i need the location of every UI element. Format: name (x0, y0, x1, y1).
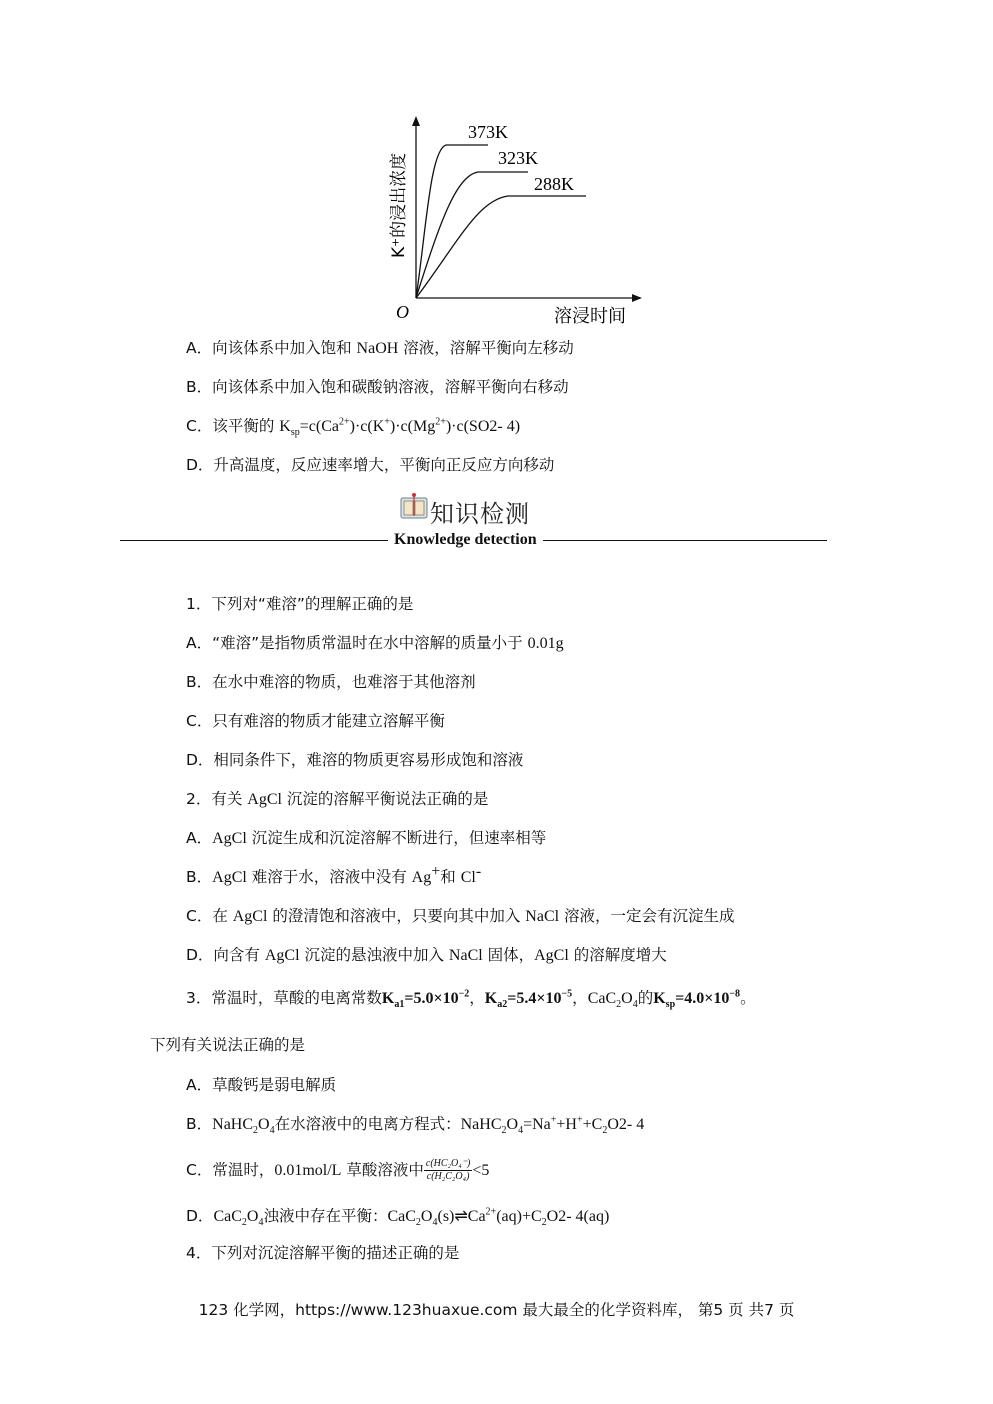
book-icon (400, 492, 428, 522)
prev-option-c-prefix: C．该平衡的 (186, 417, 280, 435)
q4-stem: 4．下列对沉淀溶解平衡的描述正确的是 (186, 1244, 460, 1262)
x-axis-label: 溶浸时间 (554, 306, 626, 327)
origin-label: O (396, 302, 409, 322)
q3-stem: 3．常温时，草酸的电离常数$K_{a1}=5.0\times 10^{-2}$，$K_{a2}=5.4\times 10^{-5}$，$CaC_2O_4$的$K_{sp}=4.0\times 10^{-8}$。 (186, 988, 756, 1011)
prev-option-b: B．向该体系中加入饱和碳酸钠溶液，溶解平衡向右移动 (186, 378, 569, 396)
q3-stem-cont: 下列有关说法正确的是 (150, 1036, 306, 1054)
prev-option-a (186, 338, 574, 359)
q3-option-b: B．$NaHC_2O_4$在水溶液中的电离方程式：$NaHC_2O_4=Na^++H^++C_2O2-$ 4 (186, 1114, 645, 1137)
q1-option-d: D．相同条件下，难溶的物质更容易形成饱和溶液 (186, 751, 524, 769)
series-line-288K (416, 196, 586, 298)
section-subtitle: Knowledge detection (388, 531, 543, 549)
q3-ksp: $K_{sp}=4.0\times 10^{-8}$ (653, 988, 741, 1011)
prev-option-c (186, 416, 520, 437)
q2-option-c: C．在 AgCl 的澄清饱和溶液中，只要向其中加入 NaCl 溶液，一定会有沉淀生成 (186, 907, 735, 925)
section-title: 知识检测 (430, 500, 530, 528)
prev-option-a-prefix: A．向该体系中加入饱和 (186, 339, 357, 357)
q2-option-b: B．AgCl 难溶于水，溶液中没有 Ag+和 Cl- (186, 862, 482, 886)
y-axis-arrow (412, 116, 420, 126)
prev-option-a-suffix: 溶液，溶解平衡向左移动 (398, 339, 574, 357)
q3-ka1: $K_{a1}=5.0\times 10^{-2}$ (381, 988, 470, 1011)
q1-option-a-value: 0.01g (527, 635, 564, 652)
q2-option-a: A．AgCl 沉淀生成和沉淀溶解不断进行，但速率相等 (186, 829, 547, 847)
prev-option-d: D．升高温度，反应速率增大，平衡向正反应方向移动 (186, 456, 555, 474)
q3-ka2: $K_{a2}=5.4\times 10^{-5}$ (484, 988, 573, 1011)
page-footer: 123 化学网，https://www.123huaxue.com 最大最全的化学资料库， 第5 页 共7 页 (198, 1301, 795, 1319)
series-label-288K: 288K (534, 174, 574, 194)
q2-option-d: D．向含有 AgCl 沉淀的悬浊液中加入 NaCl 固体，AgCl 的溶解度增大 (186, 946, 667, 964)
q3-ratio-fraction: $\frac{\text{c(HC₂O₄⁻)}}{\text{c(H₂C₂O₄)}}$ (425, 1158, 471, 1182)
series-line-323K (416, 172, 528, 298)
prev-option-c-formula: $K_{sp}=c(Ca^{2+})\cdot c(K^+)\cdot c(Mg^{2+})\cdot c(SO2-$ 4) (279, 416, 521, 439)
series-label-373K: 373K (468, 122, 508, 142)
q3-option-c: C．常温时，0.01mol/L 草酸溶液中 $\frac{\text{c(HC₂O₄⁻)}}{\text{c(H₂C₂O₄)}}$ <5 (186, 1158, 490, 1182)
leaching-chart (378, 112, 648, 330)
q3-cac2o4: $CaC_2O_4$ (587, 990, 638, 1011)
prev-option-a-naoh: NaOH (356, 340, 399, 357)
series-label-323K: 323K (498, 148, 538, 168)
q1-option-b: B．在水中难溶的物质，也难溶于其他溶剂 (186, 673, 476, 691)
y-axis-label: K⁺的浸出浓度 (389, 152, 409, 258)
q1-option-a-prefix: A．“难溶”是指物质常温时在水中溶解的质量小于 (186, 634, 528, 652)
q3-option-d: D．$CaC_2O_4$浊液中存在平衡：$CaC_2O_4(s)\rightleftharpoons Ca^{2+}(aq)+C_2O2-$ 4(aq) (186, 1206, 610, 1229)
q1-option-c: C．只有难溶的物质才能建立溶解平衡 (186, 712, 445, 730)
x-axis-arrow (632, 294, 642, 302)
q1-option-a (186, 633, 564, 654)
q3-option-a: A．草酸钙是弱电解质 (186, 1076, 337, 1094)
q1-stem: 1．下列对“难溶”的理解正确的是 (186, 595, 414, 613)
series-line-373K (416, 145, 488, 298)
q2-stem: 2．有关 AgCl 沉淀的溶解平衡说法正确的是 (186, 790, 489, 808)
